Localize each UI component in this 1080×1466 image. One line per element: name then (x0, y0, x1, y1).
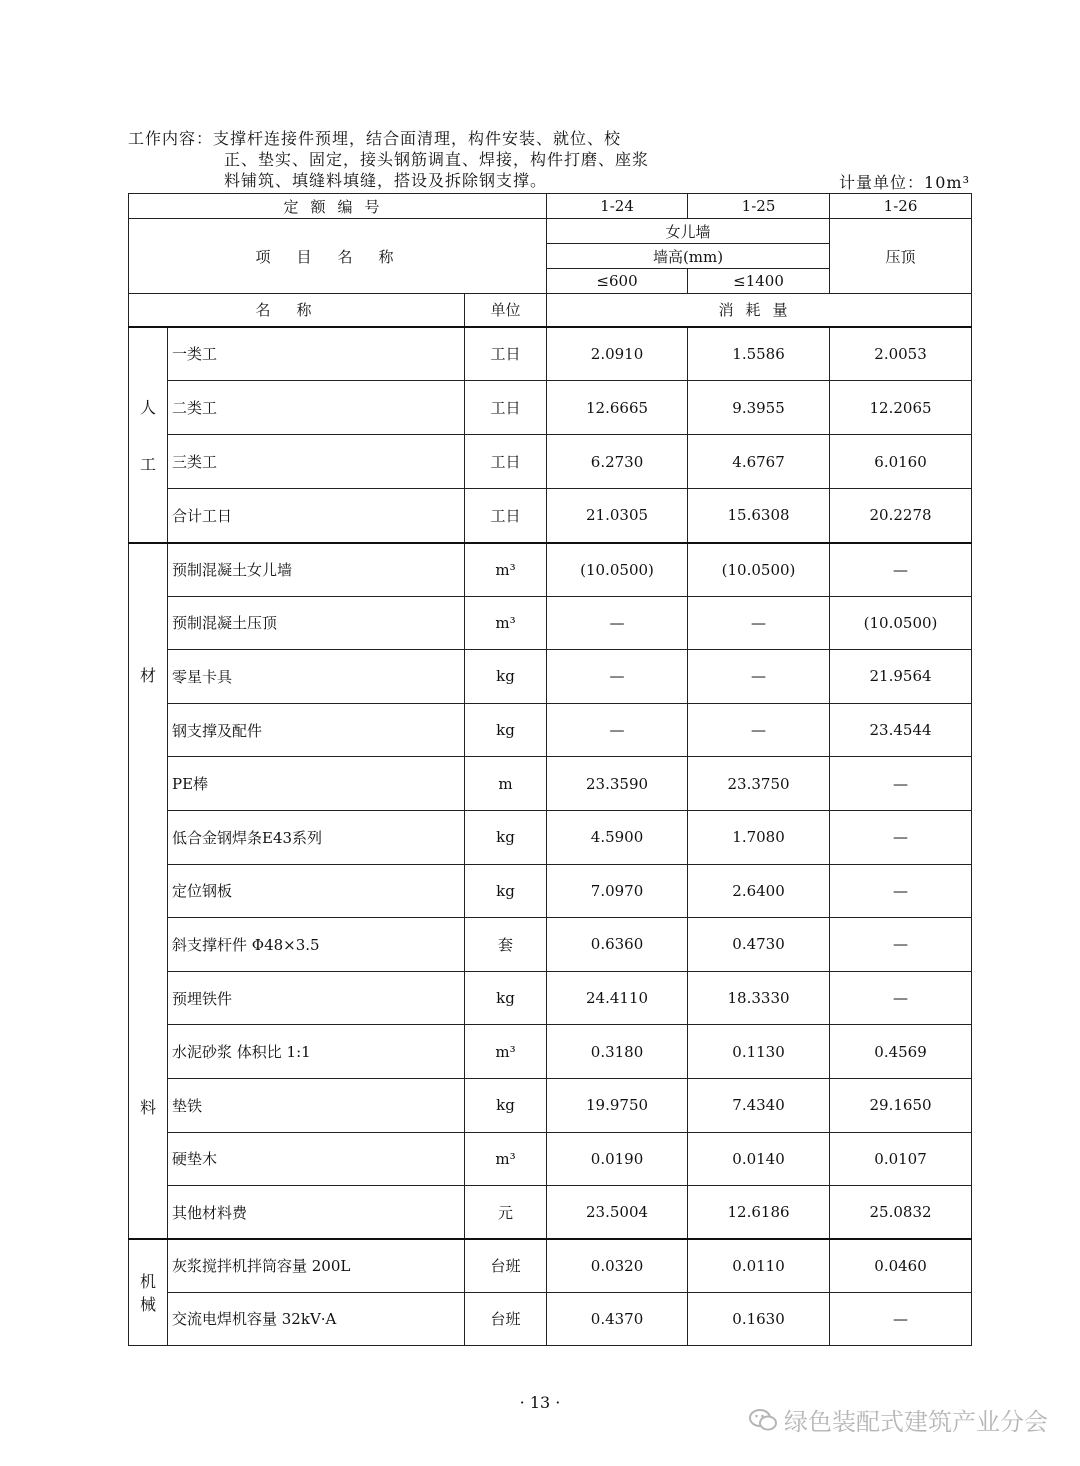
value-1-25: 0.1130 (688, 1025, 830, 1079)
materials-category-label: 材 料 (129, 543, 168, 1240)
value-1-24: 21.0305 (547, 489, 688, 543)
labor-row (129, 381, 972, 435)
value-1-26: — (830, 864, 972, 918)
quota-code-1: 1-24 (547, 194, 688, 219)
labor-row (129, 489, 972, 543)
item-name: 硬垫木 (168, 1132, 465, 1186)
value-1-26: — (830, 1292, 972, 1345)
unit: m³ (465, 596, 547, 650)
value-1-26: (10.0500) (830, 596, 972, 650)
materials-row (129, 864, 972, 918)
page-number: · 13 · (519, 1393, 561, 1412)
item-name: 交流电焊机容量 32kV·A (168, 1292, 465, 1345)
unit: m³ (465, 543, 547, 597)
value-1-25: 2.6400 (688, 864, 830, 918)
value-1-25: — (688, 650, 830, 704)
unit: 元 (465, 1186, 547, 1240)
unit: m (465, 757, 547, 811)
value-1-24: 0.0320 (547, 1239, 688, 1292)
value-1-26: 12.2065 (830, 381, 972, 435)
value-1-25: 23.3750 (688, 757, 830, 811)
work-content-line-2: 正、垫实、固定，接头钢筋调直、焊接，构件打磨、座浆 (224, 150, 650, 169)
unit-column-header: 单位 (465, 294, 547, 327)
item-name: 三类工 (168, 435, 465, 489)
work-content-line-3: 料铺筑、填缝料填缝，搭设及拆除钢支撑。 (224, 171, 548, 190)
value-1-24: 7.0970 (547, 864, 688, 918)
item-name: 二类工 (168, 381, 465, 435)
unit: 台班 (465, 1292, 547, 1345)
labor-row (129, 327, 972, 381)
item-name: PE棒 (168, 757, 465, 811)
value-1-24: 0.3180 (547, 1025, 688, 1079)
item-name: 预制混凝土女儿墙 (168, 543, 465, 597)
value-1-24: 6.2730 (547, 435, 688, 489)
value-1-25: 0.0140 (688, 1132, 830, 1186)
value-1-24: 23.5004 (547, 1186, 688, 1240)
item-name: 零星卡具 (168, 650, 465, 704)
value-1-26: 0.0460 (830, 1239, 972, 1292)
value-1-24: — (547, 596, 688, 650)
measurement-unit-note: 计量单位：10m³ (839, 173, 970, 192)
value-1-24: 4.5900 (547, 810, 688, 864)
materials-row (129, 918, 972, 972)
materials-row (129, 1078, 972, 1132)
unit: 工日 (465, 435, 547, 489)
value-1-26: 25.0832 (830, 1186, 972, 1240)
unit: kg (465, 1078, 547, 1132)
height-600: ≤600 (547, 269, 688, 294)
wechat-icon (748, 1407, 778, 1433)
item-name: 预制混凝土压顶 (168, 596, 465, 650)
labor-category-label: 人 工 (129, 327, 168, 543)
labor-row (129, 435, 972, 489)
materials-row (129, 1186, 972, 1240)
unit: m³ (465, 1132, 547, 1186)
value-1-25: 12.6186 (688, 1186, 830, 1240)
value-1-26: 0.0107 (830, 1132, 972, 1186)
value-1-25: 9.3955 (688, 381, 830, 435)
coping-label: 压顶 (830, 219, 972, 294)
value-1-26: — (830, 757, 972, 811)
value-1-26: 2.0053 (830, 327, 972, 381)
machinery-row (129, 1292, 972, 1345)
unit: 套 (465, 918, 547, 972)
quota-code-3: 1-26 (830, 194, 972, 219)
value-1-24: 24.4110 (547, 971, 688, 1025)
unit: m³ (465, 1025, 547, 1079)
item-name: 灰浆搅拌机拌筒容量 200L (168, 1239, 465, 1292)
unit: 工日 (465, 327, 547, 381)
materials-row (129, 810, 972, 864)
unit: kg (465, 810, 547, 864)
materials-row (129, 971, 972, 1025)
value-1-25: 0.4730 (688, 918, 830, 972)
value-1-25: — (688, 596, 830, 650)
item-name: 水泥砂浆 体积比 1:1 (168, 1025, 465, 1079)
item-name: 定位钢板 (168, 864, 465, 918)
value-1-25: (10.0500) (688, 543, 830, 597)
materials-row (129, 1025, 972, 1079)
unit: kg (465, 971, 547, 1025)
value-1-25: — (688, 703, 830, 757)
quota-table (128, 193, 972, 1346)
materials-row (129, 543, 972, 597)
value-1-24: (10.0500) (547, 543, 688, 597)
value-1-24: — (547, 650, 688, 704)
parapet-label: 女儿墙 (547, 219, 830, 244)
unit: kg (465, 650, 547, 704)
value-1-24: 0.4370 (547, 1292, 688, 1345)
quota-code-label: 定额编号 (129, 194, 547, 219)
value-1-25: 18.3330 (688, 971, 830, 1025)
quota-code-2: 1-25 (688, 194, 830, 219)
value-1-25: 15.6308 (688, 489, 830, 543)
wall-height-label: 墙高(mm) (547, 244, 830, 269)
unit: kg (465, 703, 547, 757)
unit: kg (465, 864, 547, 918)
value-1-26: 29.1650 (830, 1078, 972, 1132)
value-1-24: 23.3590 (547, 757, 688, 811)
materials-row (129, 650, 972, 704)
unit: 工日 (465, 489, 547, 543)
value-1-24: 0.6360 (547, 918, 688, 972)
value-1-26: 0.4569 (830, 1025, 972, 1079)
value-1-25: 7.4340 (688, 1078, 830, 1132)
machinery-group (129, 1239, 972, 1345)
value-1-26: 6.0160 (830, 435, 972, 489)
materials-row (129, 596, 972, 650)
materials-row (129, 757, 972, 811)
item-name: 垫铁 (168, 1078, 465, 1132)
value-1-26: — (830, 810, 972, 864)
labor-group (129, 327, 972, 543)
value-1-24: 19.9750 (547, 1078, 688, 1132)
value-1-25: 0.1630 (688, 1292, 830, 1345)
value-1-25: 1.5586 (688, 327, 830, 381)
item-name: 斜支撑杆件 Φ48×3.5 (168, 918, 465, 972)
item-name: 其他材料费 (168, 1186, 465, 1240)
machinery-category-label: 机 械 (129, 1239, 168, 1345)
materials-row (129, 1132, 972, 1186)
unit: 台班 (465, 1239, 547, 1292)
height-1400: ≤1400 (688, 269, 830, 294)
materials-row (129, 703, 972, 757)
value-1-26: — (830, 971, 972, 1025)
watermark-text: 绿色装配式建筑产业分会 (784, 1408, 1048, 1436)
value-1-24: 2.0910 (547, 327, 688, 381)
unit: 工日 (465, 381, 547, 435)
item-name-label: 项目名称 (129, 219, 547, 294)
item-name: 合计工日 (168, 489, 465, 543)
value-1-26: 23.4544 (830, 703, 972, 757)
item-name: 预埋铁件 (168, 971, 465, 1025)
value-1-25: 0.0110 (688, 1239, 830, 1292)
value-1-26: — (830, 543, 972, 597)
value-1-25: 1.7080 (688, 810, 830, 864)
value-1-24: 0.0190 (547, 1132, 688, 1186)
item-name: 一类工 (168, 327, 465, 381)
item-name: 低合金钢焊条E43系列 (168, 810, 465, 864)
value-1-26: 21.9564 (830, 650, 972, 704)
work-content-line-1: 工作内容：支撑杆连接件预埋，结合面清理，构件安装、就位、校 (128, 129, 622, 148)
value-1-26: 20.2278 (830, 489, 972, 543)
machinery-row (129, 1239, 972, 1292)
name-column-header: 名称 (129, 294, 465, 327)
value-1-25: 4.6767 (688, 435, 830, 489)
value-1-24: — (547, 703, 688, 757)
value-1-26: — (830, 918, 972, 972)
item-name: 钢支撑及配件 (168, 703, 465, 757)
materials-group (129, 543, 972, 1240)
consumption-header: 消耗量 (547, 294, 972, 327)
watermark (748, 1402, 1048, 1437)
value-1-24: 12.6665 (547, 381, 688, 435)
